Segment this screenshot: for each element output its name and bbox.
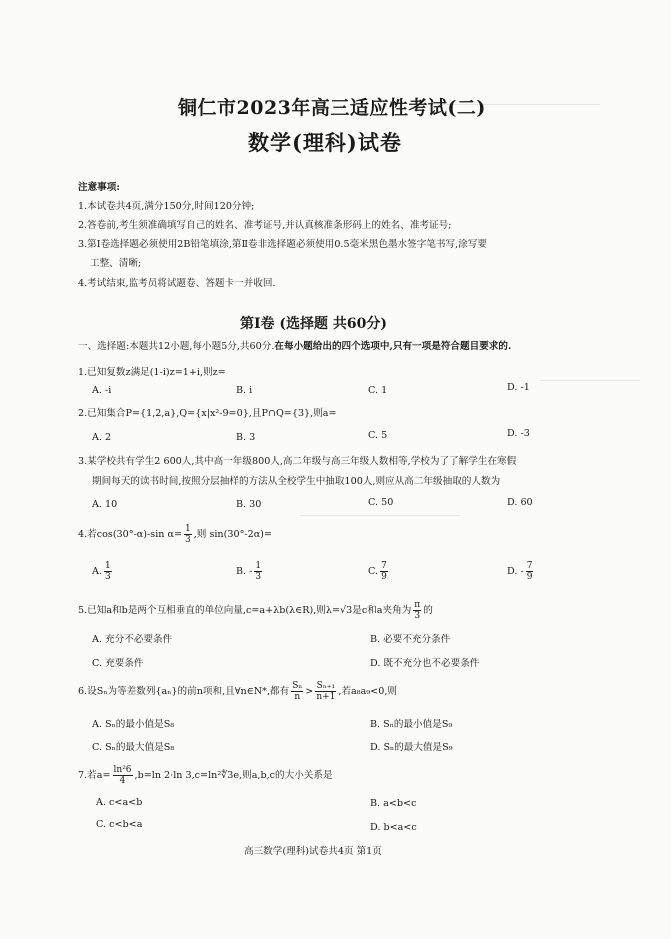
q4-stem-part: 4.若cos(30°-α)-sin α= bbox=[78, 529, 183, 540]
q4-stem-fraction bbox=[184, 524, 192, 545]
q5-option-b: B. 必要不充分条件 bbox=[370, 634, 451, 645]
q4-stem-part: ,则 sin(30°-2α)= bbox=[193, 529, 272, 540]
note-item: 工整、清晰; bbox=[90, 258, 142, 269]
q6-fraction-2 bbox=[315, 681, 336, 702]
question-7-stem bbox=[78, 765, 333, 786]
q7-stem-part: ,b=ln 2·ln 3,c=ln²∜3e,则a,b,c的大小关系是 bbox=[134, 770, 333, 781]
q1-option-d: D. -1 bbox=[507, 382, 530, 393]
note-item: 1.本试卷共4页,满分150分,时间120分钟; bbox=[78, 201, 255, 212]
q4-option-b bbox=[236, 561, 264, 582]
option-label: D. - bbox=[507, 566, 524, 577]
q6-stem-part: 6.设Sₙ为等差数列{aₙ}的前n项和,且∀n∈N*,都有 bbox=[78, 686, 290, 697]
q5-option-a: A. 充分不必要条件 bbox=[92, 634, 173, 645]
question-3-stem: 3.某学校共有学生2 600人,其中高一年级800人,高二年级与高三年级人数相等,学校为了了解学生在寒假 bbox=[78, 456, 517, 467]
q6-stem-part: ,若a₈a₉<0,则 bbox=[338, 686, 397, 697]
fraction-numerator: π bbox=[414, 600, 421, 610]
option-label: A. bbox=[92, 566, 102, 577]
fraction-denominator: 3 bbox=[414, 611, 421, 621]
question-1-stem: 1.已知复数z满足(1-i)z=1+i,则z= bbox=[78, 367, 226, 378]
exam-title: 铜仁市2023年高三适应性考试(二) bbox=[178, 97, 486, 119]
option-label: B. - bbox=[236, 566, 253, 577]
fraction-numerator: ln²6 bbox=[113, 765, 132, 775]
section-title: 第Ⅰ卷 (选择题 共60分) bbox=[240, 316, 388, 332]
question-3-stem-cont: 期间每天的读书时间,按照分层抽样的方法从全校学生中抽取100人,则应从高二年级抽取的人数为 bbox=[92, 476, 501, 487]
note-item: 4.考试结束,监考员将试题卷、答题卡一并收回. bbox=[78, 278, 276, 289]
instruction-plain: 一、选择题:本题共12小题,每小题5分,共60分. bbox=[78, 341, 275, 352]
page-footer: 高三数学(理科)试卷共4页 第1页 bbox=[244, 846, 382, 857]
option-fraction bbox=[104, 561, 112, 582]
q7-option-d: D. b<a<c bbox=[370, 822, 417, 833]
fraction-numerator: 1 bbox=[104, 561, 111, 571]
q7-option-b: B. a<b<c bbox=[370, 798, 417, 809]
fraction-numerator: 7 bbox=[381, 561, 387, 571]
q6-option-d: D. Sₙ的最大值是S₉ bbox=[370, 742, 453, 753]
option-label: C. bbox=[368, 566, 379, 577]
scan-artifact bbox=[300, 515, 460, 516]
q7-stem-part: 7.若a= bbox=[78, 770, 111, 781]
fraction-denominator: 3 bbox=[255, 572, 262, 582]
q6-option-b: B. Sₙ的最小值是S₉ bbox=[370, 719, 453, 730]
note-item: 3.第Ⅰ卷选择题必须使用2B铅笔填涂,第Ⅱ卷非选择题必须使用0.5毫米黑色墨水签字笔书写,涂写要 bbox=[78, 239, 487, 250]
question-4-stem bbox=[78, 524, 272, 545]
notes-heading: 注意事项: bbox=[78, 182, 120, 193]
q1-option-b: B. i bbox=[236, 385, 253, 396]
q2-option-b: B. 3 bbox=[236, 432, 256, 443]
q3-option-b: B. 30 bbox=[236, 499, 262, 510]
q2-option-a: A. 2 bbox=[92, 432, 112, 443]
q6-option-a: A. Sₙ的最小值是S₈ bbox=[92, 719, 175, 730]
exam-subtitle: 数学(理科)试卷 bbox=[248, 130, 402, 155]
q4-option-a bbox=[92, 561, 114, 582]
fraction-numerator: Sₙ bbox=[292, 681, 303, 691]
fraction-denominator: 3 bbox=[185, 535, 191, 545]
fraction-denominator: 3 bbox=[104, 572, 111, 582]
fraction-denominator: 4 bbox=[119, 776, 126, 786]
q5-stem-part: 5.已知a和b是两个互相垂直的单位向量,c=a+λb(λ∈R),则λ=√3是c和a夹角为 bbox=[78, 605, 412, 616]
fraction-numerator: 7 bbox=[526, 561, 533, 571]
scan-artifact bbox=[540, 380, 640, 381]
note-item: 2.答卷前,考生须准确填写自己的姓名、准考证号,并认真核准条形码上的姓名、准考证号; bbox=[78, 220, 452, 231]
q3-option-a: A. 10 bbox=[92, 499, 118, 510]
q4-option-d bbox=[507, 561, 535, 582]
q3-option-d: D. 60 bbox=[507, 497, 533, 508]
q4-option-c bbox=[368, 561, 390, 582]
q5-option-c: C. 充要条件 bbox=[92, 658, 144, 669]
q1-option-a: A. -i bbox=[92, 385, 112, 396]
fraction-denominator: n+1 bbox=[316, 692, 336, 702]
fraction-denominator: 9 bbox=[526, 572, 533, 582]
q5-stem-fraction bbox=[413, 600, 421, 621]
question-6-stem bbox=[78, 681, 397, 702]
instruction-bold: 在每小题给出的四个选项中,只有一项是符合题目要求的. bbox=[274, 341, 512, 352]
q6-fraction-1 bbox=[291, 681, 303, 702]
q5-option-d: D. 既不充分也不必要条件 bbox=[370, 658, 480, 669]
question-2-stem: 2.已知集合P={1,2,a},Q={x|x²-9=0},且P∩Q={3},则a= bbox=[78, 408, 337, 419]
q7-option-a: A. c<a<b bbox=[96, 797, 143, 808]
q7-option-c: C. c<b<a bbox=[96, 819, 143, 830]
q6-option-c: C. Sₙ的最大值是S₈ bbox=[92, 742, 175, 753]
q2-option-c: C. 5 bbox=[368, 430, 388, 441]
fraction-numerator: 1 bbox=[185, 524, 191, 534]
q6-greater-sign: > bbox=[305, 686, 314, 697]
fraction-denominator: 9 bbox=[381, 572, 387, 582]
section-instruction bbox=[78, 340, 511, 353]
q7-fraction bbox=[113, 765, 133, 786]
q2-option-d: D. -3 bbox=[507, 428, 530, 439]
fraction-denominator: n bbox=[294, 692, 301, 702]
option-fraction bbox=[380, 561, 388, 582]
option-fraction bbox=[526, 561, 534, 582]
q3-option-c: C. 50 bbox=[368, 497, 394, 508]
fraction-numerator: Sₙ₊₁ bbox=[316, 681, 336, 691]
q1-option-c: C. 1 bbox=[368, 385, 388, 396]
fraction-numerator: 1 bbox=[255, 561, 262, 571]
q5-stem-part: 的 bbox=[423, 605, 433, 616]
question-5-stem bbox=[78, 600, 433, 621]
option-fraction bbox=[254, 561, 262, 582]
